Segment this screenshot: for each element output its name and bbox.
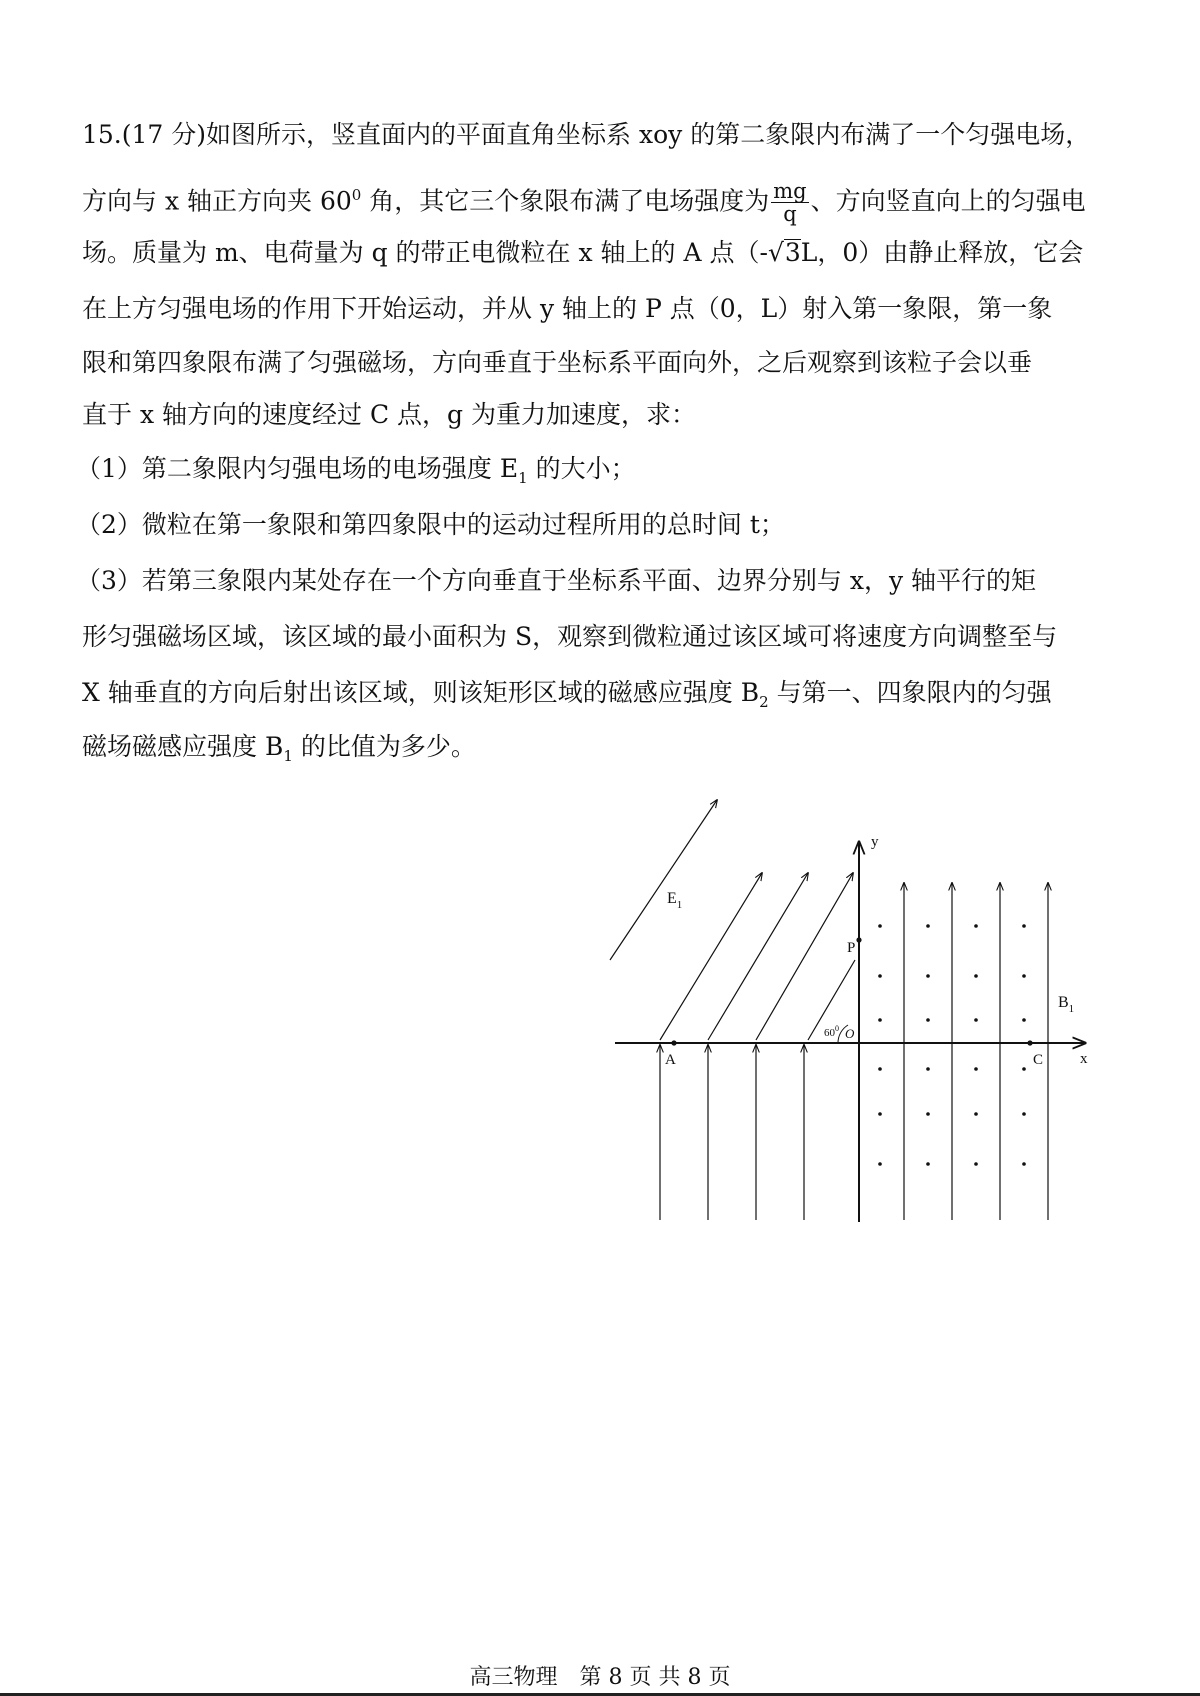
label-y: y (871, 834, 879, 850)
label-e1: $E_1$ (667, 890, 683, 911)
label-c: C (1033, 1052, 1044, 1068)
second-quadrant-field-lines (610, 800, 855, 1040)
label-p: P (847, 940, 856, 956)
e1-field-line (756, 873, 856, 1040)
problem-line-1: 15.(17 分)如图所示，竖直面内的平面直角坐标系 xoy 的第二象限内布满了一个匀强电场， (82, 120, 1091, 149)
fraction-mg-over-q: $\frac{mg}{q}$ (773, 179, 807, 227)
page-footer: 高三物理 第 8 页 共 8 页 (469, 1665, 731, 1690)
question-1: （1）第二象限内匀强电场的电场强度 $E_1$ 的大小； (76, 454, 636, 487)
label-b1: $B_1$ (1058, 994, 1075, 1015)
angle-label: $60^0$ (824, 1024, 839, 1039)
problem-line-6: 直于 x 轴方向的速度经过 C 点，g 为重力加速度，求： (82, 400, 696, 429)
question-3-line-1: （3）若第三象限内某处存在一个方向垂直于坐标系平面、边界分别与 x，y 轴平行的矩 (76, 566, 1037, 595)
label-a: A (665, 1052, 676, 1068)
problem-line-5: 限和第四象限布满了匀强磁场，方向垂直于坐标系平面向外，之后观察到该粒子会以垂 (82, 348, 1033, 377)
label-o: O (845, 1026, 855, 1041)
problem-line-2: 方向与 x 轴正方向夹 $60^0$ 角，其它三个象限布满了电场强度为 $\frac{mg}{q}$ 、方向竖直向上的匀强电 (82, 179, 1086, 227)
problem-line-4: 在上方匀强电场的作用下开始运动，并从 y 轴上的 P 点（0，L）射入第一象限，第一象 (82, 294, 1053, 323)
e1-field-line (610, 800, 717, 960)
lower-field-lines (660, 883, 1048, 1220)
question-3-line-2: 形匀强磁场区域，该区域的最小面积为 S，观察到微粒通过该区域可将速度方向调整至与 (82, 622, 1058, 651)
field-diagram (640, 834, 1100, 1230)
sqrt-symbol: 3 (784, 238, 801, 267)
point-p-dot (856, 937, 861, 942)
label-x: x (1080, 1051, 1088, 1067)
question-2: （2）微粒在第一象限和第四象限中的运动过程所用的总时间 t； (76, 510, 785, 539)
problem-line-3: 场。质量为 m、电荷量为 q 的带正电微粒在 x 轴上的 A 点（-√3L，0）由静止释放，它会 (82, 238, 1084, 267)
e1-field-line (708, 873, 808, 1040)
point-a-dot (671, 1040, 676, 1045)
point-c-dot (1027, 1040, 1032, 1045)
question-3-line-4: 磁场磁感应强度 $B_1$ 的比值为多少。 (82, 732, 476, 765)
question-3-line-3: X 轴垂直的方向后射出该区域，则该矩形区域的磁感应强度 $B_2$ 与第一、四象限内的匀强 (82, 678, 1052, 711)
